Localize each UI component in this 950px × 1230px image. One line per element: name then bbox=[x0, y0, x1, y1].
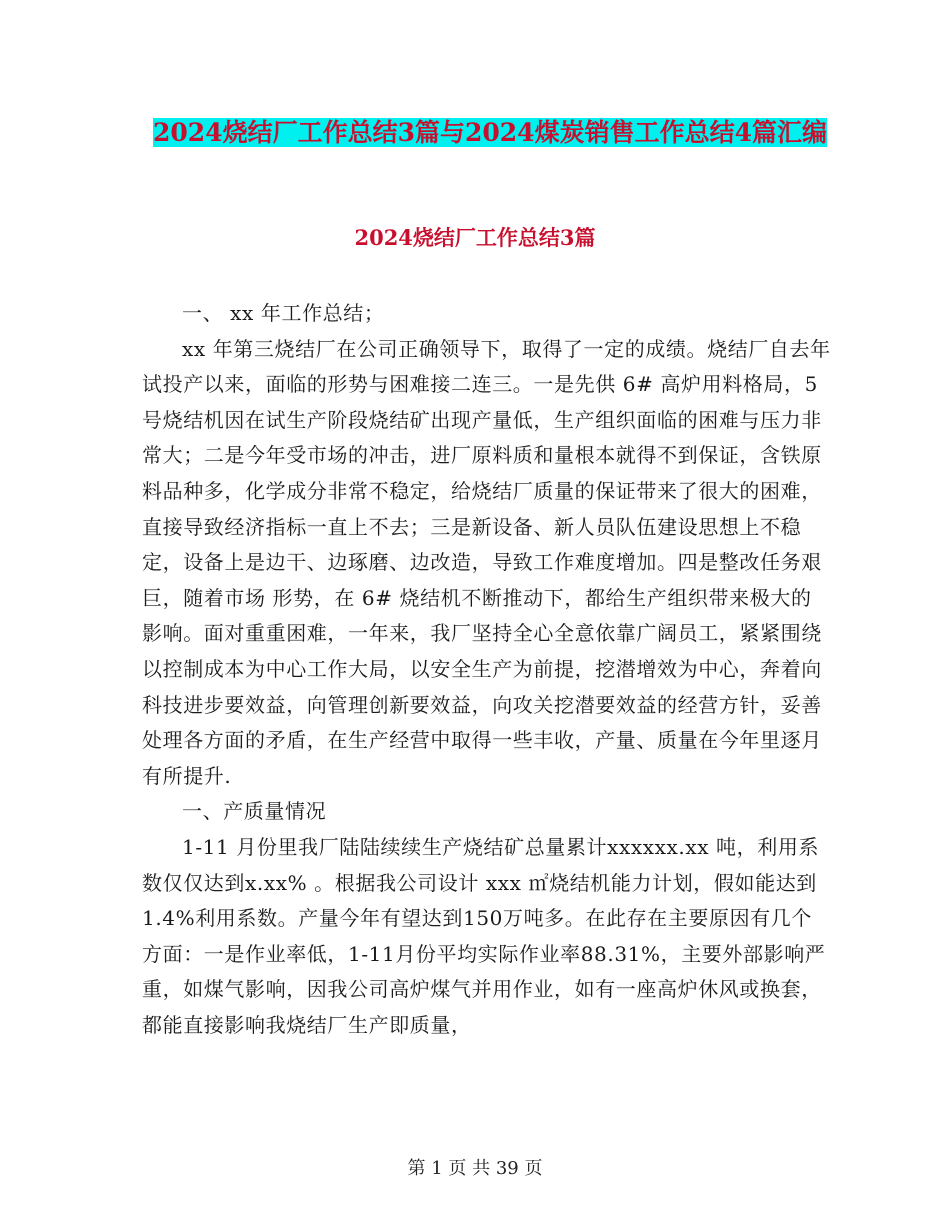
paragraph-summary: xx 年第三烧结厂在公司正确领导下，取得了一定的成绩。烧结厂自去年试投产以来，面临的形势与困难接二连三。一是先供 6# 高炉用料格局，5号烧结机因在试生产阶段烧结矿出现产量低，生产组织面临的困难与压力非常大；二是今年受市场的冲击，进厂原料质和量根本就得不到保证，含铁原料品种多，化学成分非常不稳定，给烧结厂质量的保证带来了很大的困难，直接导致经济指标一直上不去；三是新设备、新人员队伍建设思想上不稳定，设备上是边干、边琢磨、边改造，导致工作难度增加。四是整改任务艰巨，随着市场 形势，在 6# 烧结机不断推动下，都给生产组织带来极大的影响。面对重重困难，一年来，我厂坚持全心全意依靠广阔员工，紧紧围绕以控制成本为中心工作大局，以安全生产为前提，挖潜增效为中心，奔着向科技进步要效益，向管理创新要效益，向攻关挖潜要效益的经营方针，妥善处理各方面的矛盾，在生产经营中取得一些丰收，产量、质量在今年里逐月有所提升. bbox=[142, 336, 831, 788]
title-highlight: 2024烧结厂工作总结3篇与2024煤炭销售工作总结4篇汇编 bbox=[153, 118, 827, 147]
page-footer: 第 1 页 共 39 页 bbox=[407, 1158, 543, 1179]
paragraph-heading-2: 一、产质量情况 bbox=[182, 799, 327, 824]
section-title: 2024烧结厂工作总结3篇 bbox=[354, 225, 596, 250]
document-body bbox=[142, 296, 832, 1043]
paragraph-heading-1: 一、 xx 年工作总结； bbox=[182, 301, 385, 325]
document-title bbox=[140, 112, 840, 154]
paragraph-production: 1-11 月份里我厂陆陆续续生产烧结矿总量累计xxxxxx.xx 吨，利用系数仅仅达到x.xx% 。根据我公司设计 xxx ㎡烧结机能力计划，假如能达到1.4%利用系数。产量今年有望达到150万吨多。在此存在主要原因有几个方面：一是作业率低，1-11月份平均实际作业率88.31%，主要外部影响严重，如煤气影响，因我公司高炉煤气并用作业，如有一座高炉休风或换套，都能直接影响我烧结厂生产即质量， bbox=[142, 834, 826, 1037]
